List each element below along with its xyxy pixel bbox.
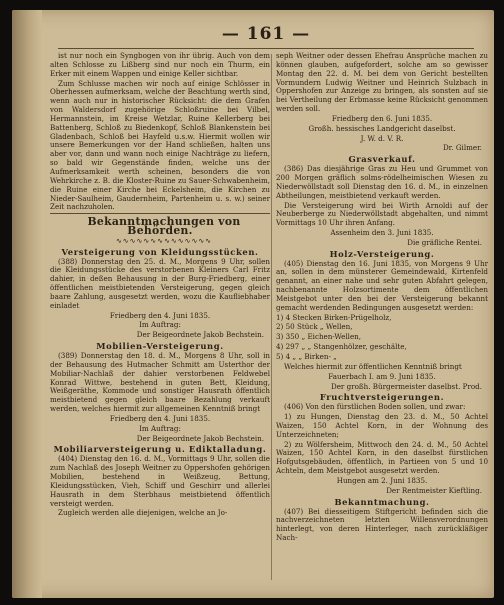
column-divider: [271, 54, 272, 580]
notice-heading: Holz-Versteigerung.: [329, 248, 435, 259]
notice-dateline: Hungen am 2. Juni 1835.: [336, 475, 428, 485]
paragraph: seph Weitner oder dessen Ehefrau Ansprüche machen zu können glauben, aufgefordert, solche am so gewisser Montag den 22. d. M. bei dem von Gericht bestellten Vormundern Ludwig Weitner und Heinrich Sulzbach in Oppershofen zur Anzeige zu bringen, als sonsten auf sie bei Vertheilung der Erbmasse keine Rücksicht genommen werden soll.: [276, 52, 488, 114]
notice-heading: Mobiliarversteigerung u. Ediktalladung.: [53, 444, 267, 455]
notice-dateline: J. W. d. V. R.: [360, 133, 404, 143]
page-number: — 161 —: [221, 24, 311, 44]
notice-dateline: Assenheim den 3. Juni 1835.: [330, 228, 434, 238]
paragraph: ist nur noch ein Syngbogen von ihr übrig. Auch von dem alten Schlosse zu Lißberg sind nur noch ein Thurm, ein Erker mit einem Wappen und einige Keller sichtbar.: [50, 52, 270, 78]
paragraph: (386) Das diesjährige Gras zu Heu und Grummet von 200 Morgen gräflich solms-rödelheimischen Wiesen zu Niederwöllstadt soll Dienstag den 16. d. M., in einzelnen Abtheilungen, meistbietend verkauft werden.: [276, 164, 488, 200]
notice-signature: Der großh. Bürgermeister daselbst. Prod.: [330, 381, 482, 391]
notice-signature: Dr. Gilmer.: [442, 143, 482, 153]
paragraph: (405) Dienstag den 16. Juni 1835, von Morgens 9 Uhr an, sollen in dem münsterer Gemeindewald, Kirtenfeld genannt, an einer nahe und sehr guten Abfahrt gelegen, nachbenannte Holzsortimente dem öffentlichen Meistgebot unter den bei der Versteigerung bekannt gemacht werdenden Bedingungen ausgesetzt werden:: [276, 258, 488, 312]
notice-heading: Fruchtversteigerungen.: [319, 392, 445, 403]
paragraph: Zum Schlusse machen wir noch auf einige Schlösser in Oberhessen aufmerksam, welche der Beachtung werth sind, wenn auch nur in historischer Rücksicht: die dem Grafen von Waldersdorf zugehörige Schloßruine bei Vilbel, Hermannstein, im Kreise Wetzlar, Ruine Kellerberg bei Battenberg, Schloß zu Biedenkopf, Schloß Blankenstein bei Gladenbach, Schloß bei Hayfeld u.s.w. Hiermit wollen wir unsere Bemerkungen vor der Hand schließen, halten uns aber vor, dann und wann noch einige Nachträge zu liefern, so bald wir Gegenstände finden, welche uns der Aufmerksamkeit werth scheinen, besonders die von Wehrkirche z. B. die Kloster-Ruine zu Sauer-Schwabenheim, die Ruine einer Kirche bei Eckelsheim, die Kirchen zu Nieder-Saulheim, Gaudernheim, Partenheim u. s. w.) seiner Zeit nachzuholen.: [50, 78, 270, 212]
notice-heading: Bekanntmachung.: [334, 496, 430, 507]
notice-heading: Grasverkauf.: [348, 154, 416, 165]
paragraph: 1) zu Hungen, Dienstag den 23. d. M., 50 Achtel Waizen, 150 Achtel Korn, in der Wohnung des Unterzeichneten;: [276, 412, 488, 439]
newspaper-page: [12, 10, 494, 598]
paragraph: Die Versteigerung wird bei Wirth Arnoldi auf der Neuberberge zu Niederwöllstadt abgehalten, und nimmt Vormittags 10 Uhr ihren Anfang.: [276, 200, 488, 228]
paragraph: 2) 50 Stück „ Wellen,: [276, 322, 353, 332]
notice-dateline: Friedberg den 6. Juni 1835.: [331, 113, 433, 123]
notice-dateline: Friedberg den 4. Juni 1835.: [109, 413, 211, 423]
paragraph: Zugleich werden alle diejenigen, welche an Jo-: [58, 508, 228, 518]
notice-signature: Der Beigeordnete Jakob Bechstein.: [136, 330, 264, 340]
notice-signature: Der Beigeordnete Jakob Bechstein.: [136, 433, 264, 443]
left-column: [50, 52, 270, 584]
page-header: [58, 22, 474, 48]
right-column: [276, 52, 488, 584]
notice-signature: Der Rentmeister Kieftling.: [386, 485, 482, 495]
paragraph: Welches hiermit zur öffentlichen Kenntniß bringt: [284, 361, 462, 371]
notice-dateline: Im Auftrag:: [139, 320, 181, 330]
paragraph: (388) Donnerstag den 25. d. M., Morgens 9 Uhr, sollen die Kleidungsstücke des verstorbenen Kleiners Carl Fritz dahier, in deßen Behausung in der Burg-Friedberg, einer öffentlichen meistbietenden Versteigerung, gegen gleich baare Zahlung, ausgesetzt werden, wozu die Kaufliebhaber einladet: [50, 256, 270, 310]
notice-dateline: Großh. hessisches Landgericht daselbst.: [308, 123, 456, 133]
notice-heading: Versteigerung von Kleidungsstücken.: [61, 246, 259, 257]
notice-heading: Mobilien-Versteigerung.: [96, 341, 224, 352]
page-binding-edge: [12, 10, 42, 598]
paragraph: (407) Bei diesseitigem Stiftgericht befinden sich die nachverzeichneten letzten Willensverordnungen hinterlegt, von deren Hinterleger, nach zurückläßiger Nach-: [276, 506, 488, 543]
section-title: Bekanntmachungen von Behörden.: [50, 213, 270, 236]
paragraph: 3) 350 „ Eichen-Wellen,: [276, 332, 362, 342]
paragraph: 1) 4 Stecken Birken-Prügelholz,: [276, 312, 392, 322]
notice-signature: Die gräfliche Rentei.: [407, 237, 482, 247]
paragraph: 5) 4 „ „ Birken- „: [276, 352, 337, 361]
paragraph: 4) 297 „ „ Stangenhölzer, geschälte,: [276, 342, 407, 352]
paragraph: (406) Von den fürstlichen Boden sollen, und zwar:: [284, 402, 466, 412]
ornament-rule: ∿∿∿∿∿∿∿∿∿∿∿∿∿∿: [115, 236, 213, 245]
header-rule: [58, 48, 474, 49]
notice-dateline: Fauerbach I. am 9. Juni 1835.: [328, 371, 436, 381]
notice-dateline: Im Auftrag:: [139, 423, 181, 433]
paragraph: 2) zu Wölfersheim, Mittwoch den 24. d. M., 50 Achtel Waizen, 150 Achtel Korn, in den daselbst fürstlichen Hofgutsgebäuden, öffentlich, in Partieen von 5 und 10 Achteln, dem Meistgebot ausgesetzt werden.: [276, 439, 488, 476]
paragraph: (389) Donnerstag den 18. d. M., Morgens 8 Uhr, soll in der Behausung des Hutmacher Schmitt am Usterthor der Mobiliar-Nachlaß der dahier verstorbenen Feldwebel Konrad Wittwe, bestehend in guten Bett, Kleidung, Weißgeräthe, Kommode und sonstiger Hausrath öffentlich meistbietend gegen gleich baare Bezahlung verkauft werden, welches hiermit zur allgemeinen Kenntniß bringt: [50, 351, 270, 414]
paragraph: (404) Dienstag den 16. d. M., Vormittags 9 Uhr, sollen die zum Nachlaß des Joseph Weitner zu Oppershofen gehörigen Mobilien, bestehend in Weißzeug, Bettung, Kleidungsstücken, Vieh, Schiff und Geschirr und allerlei Hausrath in dem Sterbhaus meistbietend öffentlich versteigt werden.: [50, 454, 270, 508]
notice-dateline: Friedberg den 4. Juni 1835.: [109, 310, 211, 320]
